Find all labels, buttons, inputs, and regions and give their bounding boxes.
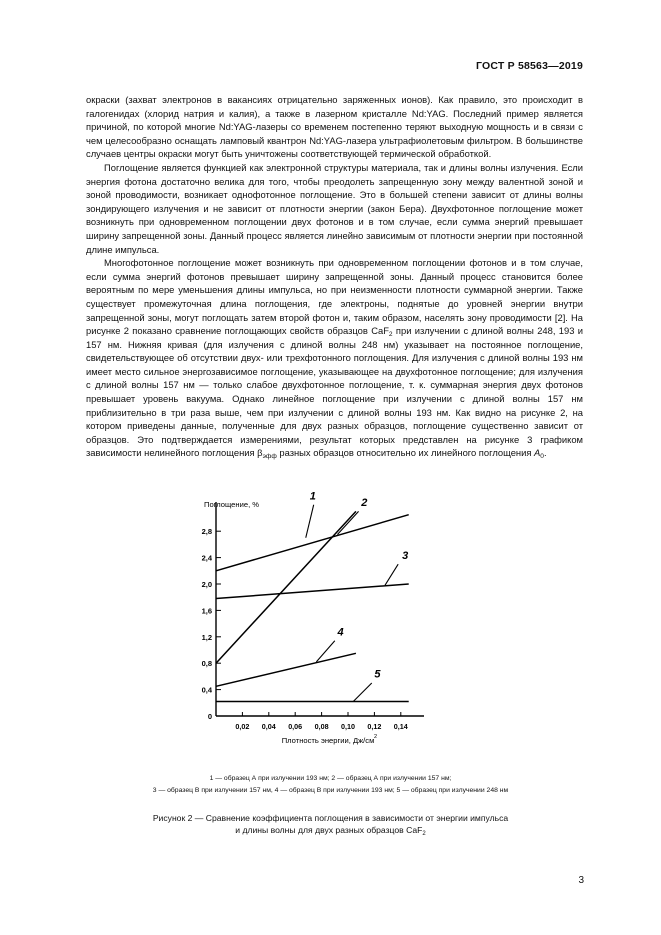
beta-eff-subscript: эфф [262,453,277,461]
figure-2-chart [168,490,448,765]
series-line-3 [216,584,409,599]
series-line-1 [216,511,356,663]
x-tick-label: 0,10 [341,722,355,731]
series-label-1: 1 [309,490,316,503]
series-label-4: 4 [337,626,344,639]
series-label-3: 3 [402,549,409,562]
chart-svg [168,490,448,760]
series-line-4 [216,653,356,686]
x-tick-label: 0,06 [288,722,303,731]
paragraph-3 [86,256,583,460]
y-tick-label: 1,6 [201,606,212,616]
a0-subscript: 0 [540,453,544,461]
paragraph-2: Поглощение является функцией как электронной структуры материала, так и длины волны излучения. Если энергия фотона достаточно велика для того, чтобы преодолеть запрещенную зону между валентной зоной и зоной проводимости, возникает однофотонное поглощение. Это в большей степени зависит от длины волны зондирующего излучения и не зависит от плотности энергии (закон Бера). Двухфотонное поглощение может возникнуть при одновременном поглощении двух фотонов и в том случае, если сумма энергий превышает ширину запрещенной зоны. Данный процесс является линейно зависимым от плотности энергии при постоянной длине импульса. [86,161,583,255]
series-label-2: 2 [361,497,368,510]
caf2-subscript: 2 [388,331,393,339]
y-tick-label: 0,8 [201,659,212,669]
legend-line-2: 3 — образец В при излучении 157 нм, 4 — образец В при излучении 193 нм; 5 — образец при излучении 248 нм [152,787,509,794]
caption-line-1: Рисунок 2 — Сравнение коэффициента поглощения в зависимости от энергии импульса [152,813,509,823]
paragraph-3-part-c: разных образцов относительно их линейного поглощения [276,447,535,459]
y-tick-label: 2,0 [201,580,212,589]
x-tick-label: 0,12 [367,722,382,731]
paragraph-3-part-b: при излучении с длиной волны 248, 193 и 157 нм. Нижняя кривая (для излучения с длиной волны 248 нм) указывает на постоянное поглощение, свидетельствующее об отсутствии двух- или трехфотонного поглощения. Для излучения с длиной волны 193 нм имеет место сильное энергозависимое поглощение, указывающее на двухфотонное поглощение; для излучения с длиной волны 157 нм — только слабое двухфотонное поглощение, т. к. суммарная энергия двух фотонов превышает уровень вакуума. Однако линейное поглощение при излучении с длиной волны 157 нм приблизительно в три раза выше, чем при излучении с длиной волны 193 нм. Как видно на рисунке 2, на котором приведены данные, полученные для двух разных образцов, поглощение существенно зависит от образцов. Это подтверждается измерениями, результат которых представлен на рисунке 3 графиком зависимости нелинейного поглощения β [86,325,583,459]
y-tick-label: 1,2 [201,632,212,642]
a-symbol: A [534,447,541,459]
series-leader-1 [306,505,314,538]
y-axis-title: Поглощение, % [204,500,260,509]
series-line-2 [216,515,409,571]
x-tick-label: 0,04 [261,722,276,731]
paragraph-1: окраски (захват электронов в вакансиях отрицательно заряженных ионов). Как правило, это происходит в галогенидах (хлорид натрия и калия), а также в лазерном кристалле Nd:YAG. Последний пример является причиной, по которой многие Nd:YAG-лазеры со временем постепенно теряют выходную мощность и в связи с чем целесообразно оснащать ламповый квантрон Nd:YAG-лазера ультрафиолетовым фильтром. В большинстве случаев центры окраски могут быть уничтожены соответствующей термической обработкой. [86,94,583,160]
page-number: 3 [578,875,584,886]
standard-number: ГОСТ Р 58563—2019 [475,60,583,72]
series-leader-2 [337,511,358,534]
x-tick-label: 0,02 [235,722,250,731]
figure-caption [60,812,601,836]
paragraph-3-part-d: . [543,447,547,459]
series-leader-5 [353,683,371,701]
x-tick-label: 0,08 [314,722,329,731]
body-text [86,93,583,460]
y-tick-label: 2,8 [201,527,212,537]
y-tick-label: 0,4 [201,685,212,695]
y-tick-label: 2,4 [201,553,212,563]
legend-line-1: 1 — образец А при излучении 193 нм; 2 — образец А при излучении 157 нм; [209,775,452,782]
x-axis-title: Плотность энергии, Дж/см [281,736,375,745]
paragraph-3-part-a: Многофотонное поглощение может возникнуть при одновременном поглощении фотонов и в том случае, если сумма энергий фотонов превышает ширину запрещенной зоны. Данный процесс становится более вероятным по мере уменьшения длины импульса, но при неизменности плотности суммарной энергии. Также существует промежуточная длина поглощения, где электроны, поднятые до уровней энергии внутри запрещенной зоны, могут поглощать затем второй фотон и, таким образом, населять зону проводимости [2]. На рисунке 2 показано сравнение поглощающих свойств образцов CaF [86,257,583,337]
series-label-5: 5 [374,668,381,681]
origin-label: 0 [207,712,212,721]
caption-line-2 [60,824,601,836]
caption-line-2-text: и длины волны для двух разных образцов CaF [235,825,423,835]
caption-caf2-subscript: 2 [422,831,426,837]
x-axis-title-superscript: 2 [374,734,378,740]
series-leader-3 [385,564,398,585]
x-tick-label: 0,14 [393,722,408,731]
